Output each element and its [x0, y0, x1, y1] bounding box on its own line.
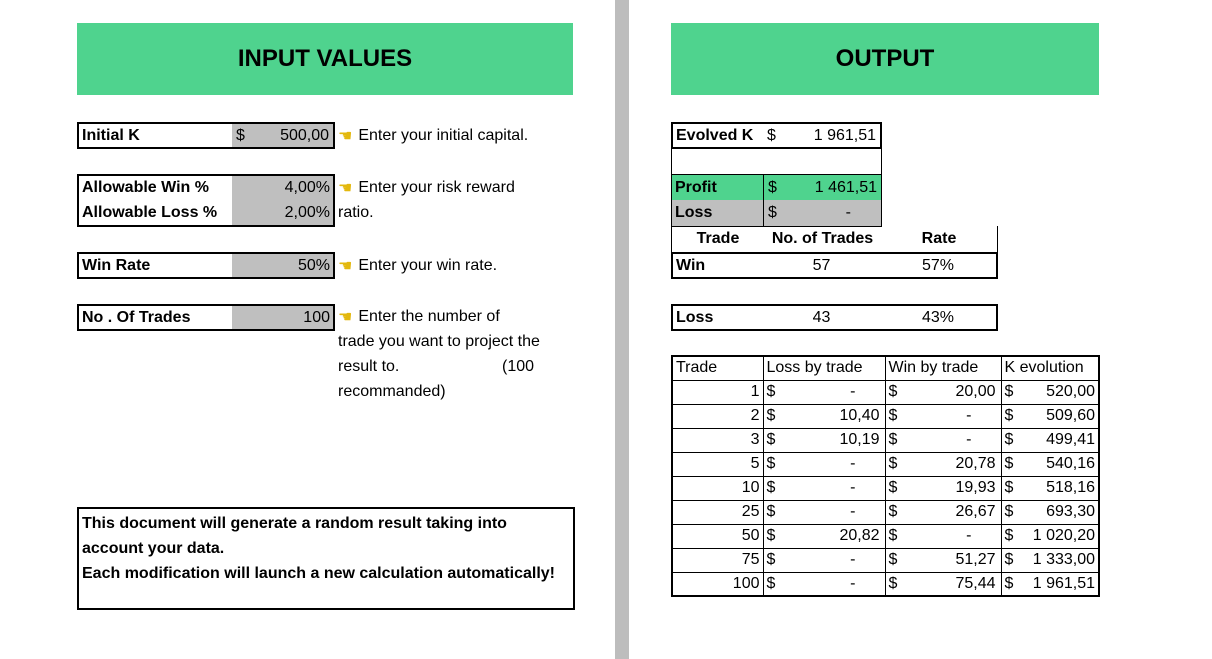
table-row — [672, 572, 1099, 596]
row-loss — [763, 428, 885, 452]
stats-header-trade: Trade — [696, 230, 740, 247]
row-k — [1001, 524, 1099, 548]
row-loss-value: 10,40 — [839, 407, 880, 424]
row-trade: 3 — [672, 428, 763, 452]
table-row — [672, 500, 1099, 524]
row-k-value: 693,30 — [1046, 503, 1095, 520]
no-trades-input[interactable] — [232, 306, 333, 329]
row-win-currency: $ — [888, 383, 898, 400]
profit-currency: $ — [768, 178, 777, 196]
pointing-hand-icon: ☛ — [338, 309, 353, 326]
row-trade: 2 — [672, 404, 763, 428]
row-loss-currency: $ — [766, 574, 776, 592]
row-trade: 100 — [672, 572, 763, 596]
table-row — [672, 476, 1099, 500]
row-loss-currency: $ — [766, 407, 776, 424]
allowable-loss-label: Allowable Loss % — [82, 203, 218, 221]
risk-reward-hint-line2: ratio. — [338, 203, 374, 221]
pointing-hand-icon: ☛ — [338, 127, 353, 145]
row-win-value: 51,27 — [955, 551, 996, 568]
info-note-box — [77, 507, 575, 610]
row-win-value: - — [966, 407, 972, 424]
win-rate-hint-text: Enter your win rate. — [358, 256, 498, 274]
row-loss-currency: $ — [766, 455, 776, 472]
row-win-currency: $ — [888, 479, 898, 496]
allowable-loss-value: 2,00% — [284, 203, 330, 221]
pointing-hand-icon: ☛ — [338, 180, 353, 197]
table-row — [672, 524, 1099, 548]
row-k-currency: $ — [1004, 479, 1014, 496]
row-win-value: - — [966, 527, 972, 544]
stats-header-count: No. of Trades — [771, 230, 874, 247]
row-win-value: 20,00 — [955, 383, 996, 400]
row-loss-value: 10,19 — [839, 431, 880, 448]
row-loss-value: - — [850, 551, 856, 568]
row-win — [885, 500, 1001, 524]
row-win-value: 19,93 — [955, 479, 996, 496]
row-win-value: 20,78 — [955, 455, 996, 472]
input-values-banner — [77, 23, 573, 95]
initial-k-value: 500,00 — [280, 126, 329, 144]
initial-k-hint-text: Enter your initial capital. — [358, 126, 529, 144]
header-k-evolution: K evolution — [1001, 356, 1099, 380]
row-win — [885, 452, 1001, 476]
row-k — [1001, 404, 1099, 428]
trades-table — [671, 355, 1100, 597]
no-trades-hint-line3: result to. — [338, 358, 400, 375]
row-loss-currency: $ — [766, 383, 776, 400]
row-win — [885, 428, 1001, 452]
info-note-line2: account your data. — [82, 540, 225, 557]
row-win — [885, 404, 1001, 428]
header-loss-by-trade: Loss by trade — [763, 356, 885, 380]
no-trades-label: No . Of Trades — [82, 308, 191, 326]
profit-label: Profit — [672, 175, 763, 200]
row-win-value: - — [966, 431, 972, 448]
pointing-hand-icon: ☛ — [338, 257, 353, 275]
win-rate-label: Win Rate — [82, 256, 151, 274]
win-stats-rate: 57% — [921, 256, 955, 274]
initial-k-input[interactable] — [232, 124, 333, 147]
no-trades-hint-line2: trade you want to project the — [338, 333, 540, 350]
row-loss-value: 20,82 — [839, 527, 880, 544]
row-k — [1001, 476, 1099, 500]
row-loss — [763, 500, 885, 524]
allowable-loss-input[interactable] — [232, 200, 333, 225]
header-win-by-trade: Win by trade — [885, 356, 1001, 380]
win-rate-value: 50% — [297, 256, 330, 274]
loss-stats-row — [671, 304, 998, 331]
loss-label: Loss — [672, 200, 763, 226]
no-trades-hint-line4: recommanded) — [338, 383, 446, 400]
row-trade: 5 — [672, 452, 763, 476]
row-k — [1001, 500, 1099, 524]
row-win-currency: $ — [888, 551, 898, 568]
row-loss — [763, 380, 885, 404]
row-k-value: 518,16 — [1046, 479, 1095, 496]
win-stats-label: Win — [676, 256, 706, 274]
risk-reward-hint-text: Enter your risk reward — [358, 179, 515, 196]
row-k-value: 540,16 — [1046, 455, 1095, 472]
profit-value: 1 461,51 — [814, 178, 877, 196]
row-k-value: 509,60 — [1046, 407, 1095, 424]
row-k-currency: $ — [1004, 431, 1014, 448]
row-win-value: 75,44 — [955, 574, 996, 592]
loss-stats-label: Loss — [676, 308, 714, 326]
row-k — [1001, 380, 1099, 404]
header-trade: Trade — [672, 356, 763, 380]
no-trades-hint — [338, 305, 500, 329]
row-loss-value: - — [850, 383, 856, 400]
row-loss-currency: $ — [766, 431, 776, 448]
loss-stats-rate: 43% — [921, 308, 955, 326]
row-k-value: 520,00 — [1046, 383, 1095, 400]
win-rate-hint — [338, 254, 497, 277]
row-loss — [763, 524, 885, 548]
initial-k-currency: $ — [236, 126, 245, 144]
initial-k-label: Initial K — [82, 126, 140, 144]
row-k — [1001, 428, 1099, 452]
row-k — [1001, 572, 1099, 596]
row-loss-value: - — [850, 574, 856, 592]
row-loss — [763, 476, 885, 500]
evolved-k-currency: $ — [767, 126, 776, 144]
row-loss — [763, 452, 885, 476]
profit-value-cell — [763, 175, 881, 200]
row-k-currency: $ — [1004, 455, 1014, 472]
table-row — [672, 428, 1099, 452]
row-trade: 50 — [672, 524, 763, 548]
row-win — [885, 548, 1001, 572]
row-loss-value: - — [850, 455, 856, 472]
row-k-value: 1 961,51 — [1032, 574, 1095, 592]
row-win — [885, 572, 1001, 596]
loss-value-cell — [763, 200, 881, 226]
table-row — [672, 380, 1099, 404]
table-row — [672, 548, 1099, 572]
loss-value: - — [845, 204, 851, 221]
info-note-line1: This document will generate a random result taking into — [82, 515, 507, 532]
no-trades-value: 100 — [303, 308, 330, 326]
row-loss-value: - — [850, 479, 856, 496]
row-loss-currency: $ — [766, 479, 776, 496]
row-trade: 10 — [672, 476, 763, 500]
row-win-currency: $ — [888, 407, 898, 424]
row-k-value: 1 020,20 — [1032, 527, 1095, 544]
table-row — [672, 452, 1099, 476]
loss-stats-count: 43 — [812, 308, 831, 326]
row-loss — [763, 404, 885, 428]
row-loss-currency: $ — [766, 527, 776, 544]
column-divider — [615, 0, 629, 659]
evolved-k-label: Evolved K — [676, 126, 754, 144]
row-k — [1001, 452, 1099, 476]
row-win-currency: $ — [888, 455, 898, 472]
row-win — [885, 476, 1001, 500]
stats-header — [671, 226, 998, 253]
row-trade: 1 — [672, 380, 763, 404]
input-values-title: INPUT VALUES — [237, 45, 413, 72]
loss-currency: $ — [768, 204, 777, 221]
row-k-currency: $ — [1004, 551, 1014, 568]
table-row — [672, 404, 1099, 428]
row-loss — [763, 548, 885, 572]
row-k — [1001, 548, 1099, 572]
row-trade: 75 — [672, 548, 763, 572]
output-title: OUTPUT — [835, 45, 935, 72]
win-stats-row — [671, 252, 998, 279]
no-trades-hint-line1: Enter the number of — [358, 308, 500, 325]
row-k-value: 499,41 — [1046, 431, 1095, 448]
trades-table-header — [672, 356, 1099, 380]
win-stats-count: 57 — [812, 256, 831, 274]
win-rate-input[interactable] — [232, 254, 333, 277]
row-win-value: 26,67 — [955, 503, 996, 520]
output-banner — [671, 23, 1099, 95]
info-note-line3: Each modification will launch a new calculation automatically! — [82, 565, 555, 582]
no-trades-hint-line3b: (100 — [502, 358, 535, 375]
row-win-currency: $ — [888, 527, 898, 544]
row-k-currency: $ — [1004, 527, 1014, 544]
row-k-value: 1 333,00 — [1032, 551, 1095, 568]
row-win — [885, 380, 1001, 404]
row-win — [885, 524, 1001, 548]
allowable-win-label: Allowable Win % — [82, 179, 209, 196]
row-loss — [763, 572, 885, 596]
row-win-currency: $ — [888, 574, 898, 592]
row-loss-currency: $ — [766, 503, 776, 520]
row-win-currency: $ — [888, 503, 898, 520]
initial-k-hint — [338, 124, 528, 147]
risk-reward-hint — [338, 176, 515, 200]
row-loss-currency: $ — [766, 551, 776, 568]
row-k-currency: $ — [1004, 503, 1014, 520]
row-win-currency: $ — [888, 431, 898, 448]
stats-header-rate: Rate — [921, 230, 957, 247]
empty-output-cell — [671, 147, 882, 175]
row-k-currency: $ — [1004, 574, 1014, 592]
row-k-currency: $ — [1004, 407, 1014, 424]
allowable-win-input[interactable] — [232, 176, 333, 200]
row-trade: 25 — [672, 500, 763, 524]
evolved-k-value: 1 961,51 — [813, 126, 876, 144]
allowable-win-value: 4,00% — [284, 179, 330, 196]
evolved-k-value-cell — [763, 124, 880, 147]
row-loss-value: - — [850, 503, 856, 520]
row-k-currency: $ — [1004, 383, 1014, 400]
